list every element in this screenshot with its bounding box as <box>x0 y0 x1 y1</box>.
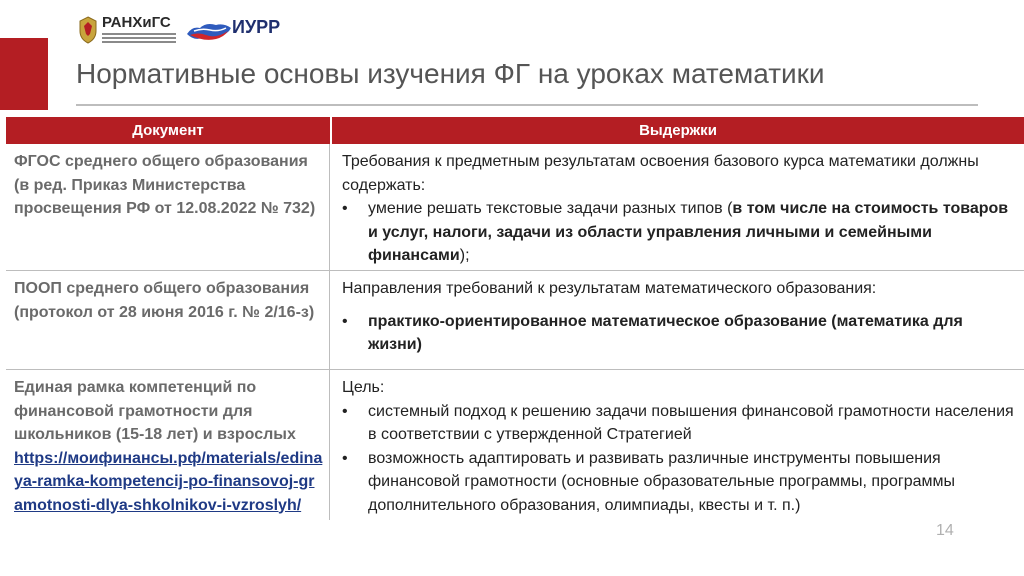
bullet-text: умение решать текстовые задачи разных типов ( <box>368 200 733 217</box>
ranepa-logo-text: РАНХиГС <box>102 14 171 31</box>
page-number: 14 <box>936 522 954 539</box>
page-title: Нормативные основы изучения ФГ на уроках математики <box>76 58 825 89</box>
excerpt-list <box>342 400 1016 518</box>
excerpt-cell <box>330 370 1024 520</box>
list-item: • возможность адаптировать и развивать различные инструменты повышения финансовой грамотности (основные образовательные программы, программы дополнительного образования, олимпиады, квесты и т. п.) <box>342 447 1016 518</box>
table-row <box>6 144 1024 271</box>
excerpt-intro: Цель: <box>342 379 385 396</box>
header-excerpts: Выдержки <box>639 122 717 139</box>
ranepa-logo <box>78 14 178 48</box>
title-divider <box>76 104 978 106</box>
document-cell <box>6 370 330 520</box>
document-name: Единая рамка компетенций по финансовой грамотности для школьников (15-18 лет) и взрослых <box>14 379 296 443</box>
table-header <box>6 117 1024 144</box>
bullet-bold-text: практико-ориентированное математическое образование (математика для жизни) <box>368 312 963 353</box>
table-row <box>6 271 1024 370</box>
iurr-logo <box>186 14 286 48</box>
excerpt-intro: Направления требований к результатам математического образования: <box>342 280 877 297</box>
list-item <box>342 197 1016 268</box>
document-cell: ПООП среднего общего образования (протокол от 28 июня 2016 г. № 2/16-з) <box>6 271 330 369</box>
excerpt-list <box>342 197 1016 268</box>
list-item: • системный подход к решению задачи повышения финансовой грамотности населения в соответствии с утвержденной Стратегией <box>342 400 1016 447</box>
competency-framework-link[interactable]: https://моифинансы.рф/materials/edinaya-ramka-kompetencij-po-finansovoj-gramotnosti-dlya-shkolnikov-i-vzroslyh/ <box>14 449 323 514</box>
header-document: Документ <box>6 117 332 144</box>
excerpt-intro: Требования к предметным результатам освоения базового курса математики должны содержать: <box>342 153 979 194</box>
excerpt-cell <box>330 144 1024 270</box>
table-row <box>6 370 1024 520</box>
crest-icon <box>78 16 98 44</box>
ranepa-logo-subtext <box>102 33 176 45</box>
bullet-bold-text: в том числе на стоимость товаров и услуг, налоги, задачи из области управления личными и семейными финансами <box>368 200 1009 264</box>
list-item <box>342 310 1016 357</box>
excerpt-list <box>342 310 1016 357</box>
documents-table <box>6 117 1024 520</box>
document-cell: ФГОС среднего общего образования (в ред. Приказ Министерства просвещения РФ от 12.08.2022 № 732) <box>6 144 330 270</box>
russia-map-icon <box>186 20 232 42</box>
bullet-text-end: ); <box>459 247 470 264</box>
iurr-logo-text: ИУРР <box>232 17 281 37</box>
title-accent-bar <box>0 38 48 110</box>
excerpt-cell <box>330 271 1024 369</box>
